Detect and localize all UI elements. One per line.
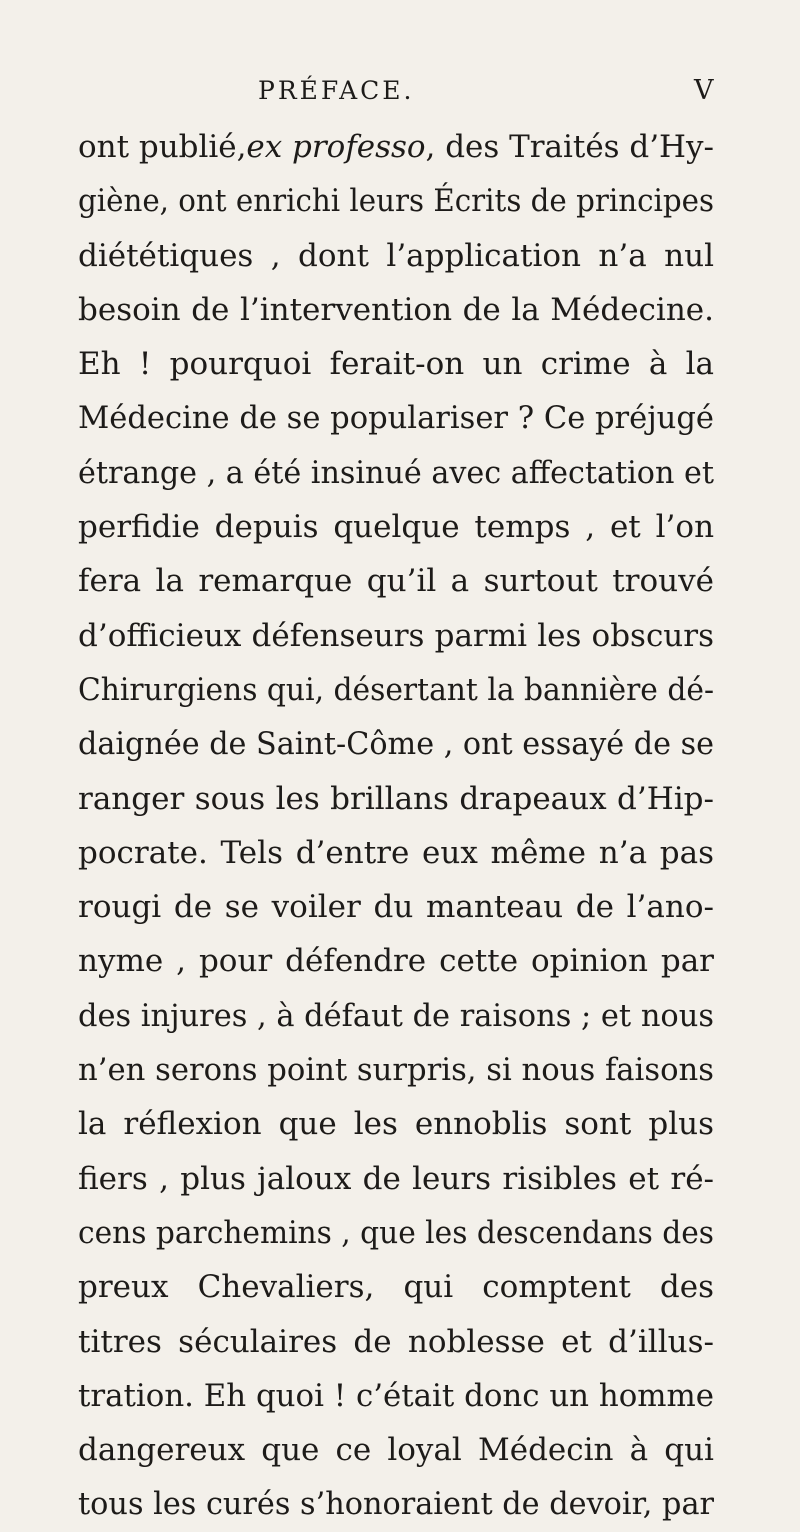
text-segment: daignée de Saint-Côme , ont essayé de se <box>78 726 715 763</box>
text-segment: d’officieux défenseurs parmi les obscurs <box>78 617 715 654</box>
text-segment: giène, ont enrichi leurs Écrits de principes <box>78 183 714 220</box>
text-segment: Chirurgiens qui, désertant la bannière dé- <box>78 671 715 708</box>
text-segment: besoin de l’intervention de la Médecine. <box>78 291 715 328</box>
text-line <box>78 1315 714 1369</box>
text-line <box>78 609 714 663</box>
running-head <box>0 74 800 110</box>
text-line <box>78 1260 714 1314</box>
text-segment: rougi de se voiler du manteau de l’ano- <box>78 889 714 926</box>
text-segment: cens parchemins , que les descendans des <box>78 1214 714 1251</box>
text-segment: nyme , pour défendre cette opinion par <box>78 943 714 980</box>
text-line <box>78 1097 714 1151</box>
text-segment: tration. Eh quoi ! c’était donc un homme <box>78 1377 714 1414</box>
text-line <box>78 174 714 228</box>
text-line <box>78 1206 714 1260</box>
text-segment: dangereux que ce loyal Médecin à qui <box>78 1432 714 1469</box>
text-segment: des injures , à défaut de raisons ; et nous <box>78 997 714 1034</box>
text-line <box>78 1043 714 1097</box>
page-number: V <box>694 75 714 106</box>
text-segment: preux Chevaliers, qui comptent des <box>78 1269 715 1306</box>
text-segment: , des Traités d’Hy- <box>425 129 715 165</box>
text-segment: étrange , a été insinué avec affectation et <box>78 454 714 491</box>
text-line <box>78 772 714 826</box>
text-line <box>78 1423 714 1477</box>
text-line <box>78 989 714 1043</box>
body-text <box>78 120 714 1532</box>
text-line <box>78 663 715 717</box>
text-line <box>78 120 713 174</box>
text-line <box>78 554 714 608</box>
text-segment: titres séculaires de noblesse et d’illus- <box>78 1323 714 1360</box>
text-segment: tous les curés s’honoraient de devoir, par <box>78 1486 715 1523</box>
text-line <box>78 1369 714 1423</box>
text-segment: ranger sous les brillans drapeaux d’Hip- <box>78 780 715 817</box>
text-line <box>78 1477 715 1531</box>
running-title: PRÉFACE. <box>258 76 415 105</box>
text-segment: Médecine de se populariser ? Ce préjugé <box>78 400 714 437</box>
text-segment: fiers , plus jaloux de leurs risibles et ré- <box>78 1160 715 1197</box>
italic-phrase: ex professo <box>246 129 426 165</box>
text-segment: pocrate. Tels d’entre eux même n’a pas <box>78 834 714 871</box>
text-segment: Eh ! pourquoi ferait-on un crime à la <box>78 346 715 383</box>
text-line <box>78 283 714 337</box>
text-line <box>78 880 714 934</box>
text-segment: perfidie depuis quelque temps , et l’on <box>78 509 715 546</box>
text-segment: la réflexion que les ennoblis sont plus <box>78 1106 714 1143</box>
text-line <box>78 229 714 283</box>
text-line <box>78 717 715 771</box>
text-segment: ont publié, <box>78 129 247 165</box>
text-line <box>78 500 714 554</box>
text-line <box>78 934 714 988</box>
text-line <box>78 337 714 391</box>
text-line <box>78 826 714 880</box>
text-segment: diététiques , dont l’application n’a nul <box>78 237 715 274</box>
text-line <box>78 446 714 500</box>
text-line <box>78 391 714 445</box>
text-line <box>78 1152 714 1206</box>
text-segment: n’en serons point surpris, si nous faisons <box>78 1052 714 1089</box>
text-segment: fera la remarque qu’il a surtout trouvé <box>78 563 714 600</box>
